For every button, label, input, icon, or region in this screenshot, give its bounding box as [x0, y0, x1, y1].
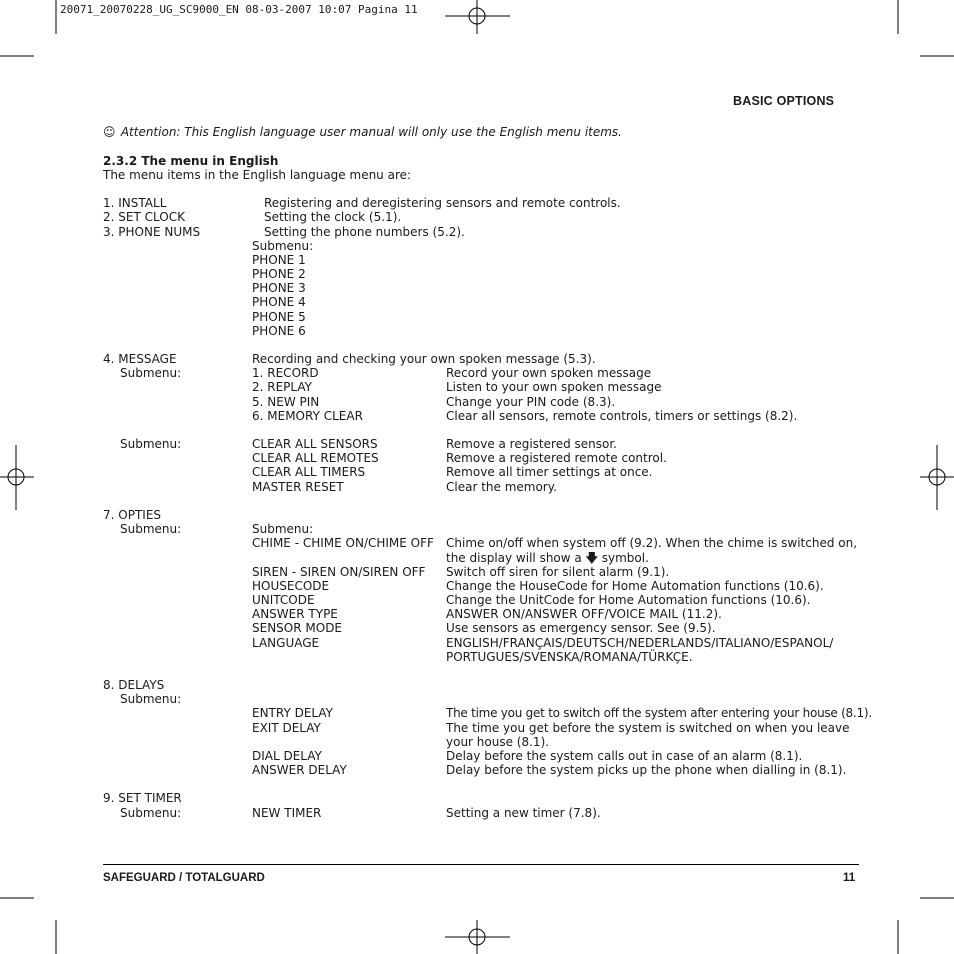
submenu-option: CLEAR ALL SENSORS — [252, 437, 378, 451]
submenu-option-desc: The time you get to switch off the system after entering your house (8.1). — [446, 706, 872, 720]
page-number: 11 — [843, 872, 856, 884]
submenu-option-desc — [446, 551, 649, 565]
submenu-option-desc: Delay before the system picks up the phone when dialling in (8.1). — [446, 763, 847, 777]
submenu-option: NEW TIMER — [252, 806, 322, 820]
menu-item-label: 1. INSTALL — [103, 196, 167, 210]
submenu-label: Submenu: — [120, 366, 182, 380]
submenu-option: CLEAR ALL REMOTES — [252, 451, 379, 465]
footer-title: SAFEGUARD / TOTALGUARD — [103, 872, 265, 884]
submenu-option-desc: Use sensors as emergency sensor. See (9.5). — [446, 621, 716, 635]
section-header: BASIC OPTIONS — [733, 94, 835, 108]
submenu-option-desc: Remove all timer settings at once. — [446, 465, 653, 479]
submenu-option: SENSOR MODE — [252, 621, 343, 635]
section-heading: 2.3.2 The menu in English — [103, 154, 279, 168]
submenu-option-desc: Remove a registered remote control. — [446, 451, 667, 465]
submenu-option-desc: Listen to your own spoken message — [446, 380, 662, 394]
submenu-option-desc: Change the UnitCode for Home Automation functions (10.6). — [446, 593, 811, 607]
footer-rule — [103, 864, 859, 865]
menu-item-label: 2. SET CLOCK — [103, 210, 185, 224]
menu-item-desc: Recording and checking your own spoken message (5.3). — [252, 352, 596, 366]
submenu-option: 2. REPLAY — [252, 380, 312, 394]
menu-item-desc: Setting the phone numbers (5.2). — [264, 225, 465, 239]
submenu-option: LANGUAGE — [252, 636, 320, 650]
attention-note — [103, 125, 622, 139]
submenu-label: Submenu: — [120, 522, 182, 536]
submenu-option: CLEAR ALL TIMERS — [252, 465, 366, 479]
submenu-option: 6. MEMORY CLEAR — [252, 409, 363, 423]
submenu-option: DIAL DELAY — [252, 749, 322, 763]
submenu-option-desc: Delay before the system calls out in case of an alarm (8.1). — [446, 749, 803, 763]
submenu-option-desc: Change your PIN code (8.3). — [446, 395, 616, 409]
submenu-option-desc: PORTUGUES/SVENSKA/ROMANA/TÜRKÇE. — [446, 650, 693, 664]
menu-item-desc: Registering and deregistering sensors and remote controls. — [264, 196, 621, 210]
submenu-label: Submenu: — [120, 437, 182, 451]
submenu-label: Submenu: — [252, 522, 314, 536]
submenu-option: SIREN - SIREN ON/SIREN OFF — [252, 565, 426, 579]
menu-item-label: 3. PHONE NUMS — [103, 225, 201, 239]
submenu-option: ENTRY DELAY — [252, 706, 333, 720]
phone-submenu-item: PHONE 6 — [252, 324, 306, 338]
submenu-option-desc: Setting a new timer (7.8). — [446, 806, 601, 820]
menu-item-label: 9. SET TIMER — [103, 791, 182, 805]
print-slug: 20071_20070228_UG_SC9000_EN 08-03-2007 10:07 Pagina 11 — [60, 3, 418, 16]
phone-submenu-item: PHONE 4 — [252, 295, 306, 309]
intro-text: The menu items in the English language menu are: — [103, 168, 412, 182]
submenu-option-desc: Clear the memory. — [446, 480, 557, 494]
submenu-option: ANSWER DELAY — [252, 763, 347, 777]
submenu-option-desc: Record your own spoken message — [446, 366, 652, 380]
submenu-label: Submenu: — [120, 806, 182, 820]
phone-submenu-item: PHONE 3 — [252, 281, 306, 295]
submenu-option: CHIME - CHIME ON/CHIME OFF — [252, 536, 434, 550]
submenu-option-desc: Remove a registered sensor. — [446, 437, 617, 451]
submenu-label: Submenu: — [120, 692, 182, 706]
submenu-option: EXIT DELAY — [252, 721, 321, 735]
menu-item-desc: Setting the clock (5.1). — [264, 210, 402, 224]
submenu-option: ANSWER TYPE — [252, 607, 338, 621]
phone-submenu-item: PHONE 1 — [252, 253, 306, 267]
submenu-option-desc: your house (8.1). — [446, 735, 550, 749]
menu-item-label: 8. DELAYS — [103, 678, 165, 692]
submenu-option: MASTER RESET — [252, 480, 344, 494]
submenu-option-desc: ENGLISH/FRANÇAIS/DEUTSCH/NEDERLANDS/ITALIANO/ESPANOL/ — [446, 636, 834, 650]
chime-desc-text: the display will show a — [446, 551, 582, 565]
submenu-option-desc: The time you get before the system is switched on when you leave — [446, 721, 850, 735]
submenu-option-desc: ANSWER ON/ANSWER OFF/VOICE MAIL (11.2). — [446, 607, 722, 621]
attention-text: Attention: This English language user manual will only use the English menu items. — [120, 125, 622, 139]
smiley-icon: ☺ — [103, 125, 116, 139]
submenu-option: 5. NEW PIN — [252, 395, 320, 409]
submenu-option: HOUSECODE — [252, 579, 330, 593]
submenu-option-desc: Change the HouseCode for Home Automation functions (10.6). — [446, 579, 824, 593]
submenu-option: 1. RECORD — [252, 366, 319, 380]
phone-submenu-item: Submenu: — [252, 239, 314, 253]
menu-item-label: 4. MESSAGE — [103, 352, 177, 366]
submenu-option: UNITCODE — [252, 593, 315, 607]
menu-item-label: 7. OPTIES — [103, 508, 162, 522]
submenu-option-desc: Clear all sensors, remote controls, timers or settings (8.2). — [446, 409, 798, 423]
phone-submenu-item: PHONE 5 — [252, 310, 306, 324]
submenu-option-desc: Chime on/off when system off (9.2). When the chime is switched on, — [446, 536, 858, 550]
arrow-down-icon: 🡇 — [585, 551, 598, 565]
submenu-option-desc: Switch off siren for silent alarm (9.1). — [446, 565, 670, 579]
phone-submenu-item: PHONE 2 — [252, 267, 306, 281]
chime-desc-text: symbol. — [601, 551, 649, 565]
